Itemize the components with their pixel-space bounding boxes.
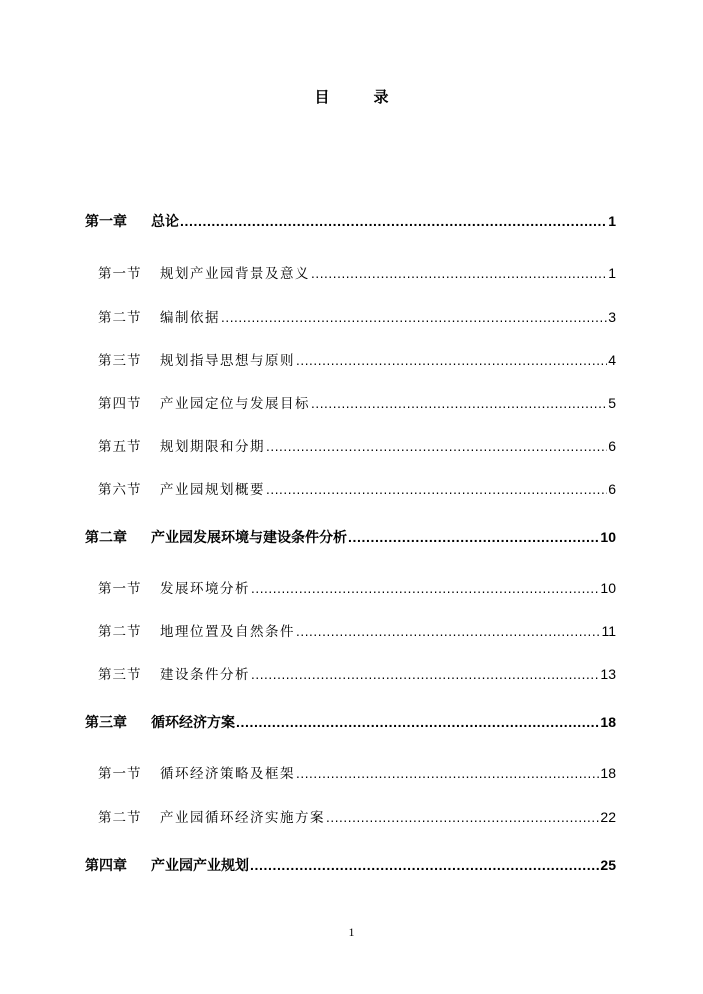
toc-entry-page: 4: [608, 352, 616, 368]
toc-entry-page: 6: [608, 438, 616, 454]
toc-entry-page: 18: [600, 765, 616, 781]
toc-entry-number: 第一章: [85, 214, 127, 230]
toc-entry-label: [98, 663, 250, 683]
toc-entry-number: 第二节: [98, 810, 142, 826]
toc-entry-chapter[interactable]: [85, 712, 616, 732]
toc-entry-title: 循环经济方案: [151, 715, 235, 731]
toc-entry-number: 第五节: [98, 439, 142, 455]
toc-entry-section[interactable]: [98, 392, 616, 412]
toc-entry-title: 产业园发展环境与建设条件分析: [151, 530, 347, 546]
toc-entry-page: 1: [608, 213, 616, 229]
toc-entry-title: 规划产业园背景及意义: [160, 266, 310, 282]
toc-entry-title: 产业园规划概要: [160, 482, 265, 498]
toc-entry-chapter[interactable]: [85, 211, 616, 231]
toc-entry-label: [98, 762, 295, 782]
toc-entry-page: 5: [608, 395, 616, 411]
dot-leader: [296, 624, 600, 639]
toc-entry-page: 22: [600, 809, 616, 825]
toc-entry-page: 10: [600, 580, 616, 596]
toc-entry-title: 产业园产业规划: [151, 858, 249, 874]
dot-leader: [348, 529, 599, 545]
toc-entry-page: 25: [600, 857, 616, 873]
toc-entry-section[interactable]: [98, 577, 616, 597]
toc-entry-number: 第一节: [98, 766, 142, 782]
toc-entry-label: [85, 527, 347, 547]
toc-entry-page: 6: [608, 481, 616, 497]
toc-entry-number: 第二节: [98, 624, 142, 640]
toc-entry-page: 3: [608, 309, 616, 325]
toc-entry-number: 第四节: [98, 396, 142, 412]
toc-entry-chapter[interactable]: [85, 527, 616, 547]
dot-leader: [326, 810, 599, 825]
toc-entry-label: [98, 306, 220, 326]
toc-entry-label: [98, 806, 325, 826]
dot-leader: [266, 439, 607, 454]
toc-entry-page: 1: [608, 265, 616, 281]
toc-entry-label: [98, 478, 265, 498]
toc-entry-label: [85, 855, 249, 875]
toc-entry-title: 规划期限和分期: [160, 439, 265, 455]
toc-entry-title: 循环经济策略及框架: [160, 766, 295, 782]
toc-entry-page: 10: [600, 529, 616, 545]
dot-leader: [296, 766, 599, 781]
toc-entry-page: 13: [600, 666, 616, 682]
dot-leader: [180, 213, 607, 229]
toc-entry-section[interactable]: [98, 306, 616, 326]
dot-leader: [311, 396, 607, 411]
toc-entry-title: 发展环境分析: [160, 581, 250, 597]
toc-entry-title: 产业园循环经济实施方案: [160, 810, 325, 826]
dot-leader: [296, 353, 607, 368]
toc-entry-section[interactable]: [98, 663, 616, 683]
toc-entry-label: [98, 262, 310, 282]
dot-leader: [266, 482, 607, 497]
toc-entry-label: [98, 577, 250, 597]
toc-entry-label: [85, 211, 179, 231]
toc-entry-section[interactable]: [98, 620, 616, 640]
dot-leader: [236, 714, 599, 730]
toc-entry-number: 第三章: [85, 715, 127, 731]
toc-entry-label: [98, 392, 310, 412]
toc-entry-number: 第三节: [98, 667, 142, 683]
toc-entry-section[interactable]: [98, 478, 616, 498]
toc-entry-section[interactable]: [98, 262, 616, 282]
toc-entry-number: 第二节: [98, 310, 142, 326]
dot-leader: [251, 667, 599, 682]
toc-entry-title: 总论: [151, 214, 179, 230]
page-number: 1: [348, 925, 355, 939]
toc-entry-page: 11: [601, 623, 616, 639]
toc-entry-title: 地理位置及自然条件: [160, 624, 295, 640]
toc-entry-title: 编制依据: [160, 310, 220, 326]
toc-entry-title: 建设条件分析: [160, 667, 250, 683]
toc-entry-label: [98, 349, 295, 369]
toc-entry-number: 第二章: [85, 530, 127, 546]
toc-entry-section[interactable]: [98, 762, 616, 782]
toc-entry-label: [98, 620, 295, 640]
dot-leader: [250, 857, 599, 873]
dot-leader: [311, 266, 607, 281]
toc-entry-section[interactable]: [98, 435, 616, 455]
toc-entry-number: 第一节: [98, 266, 142, 282]
toc-entry-number: 第一节: [98, 581, 142, 597]
toc-entry-label: [98, 435, 265, 455]
dot-leader: [251, 581, 599, 596]
toc-entry-page: 18: [600, 714, 616, 730]
toc-entry-number: 第六节: [98, 482, 142, 498]
toc-entry-number: 第三节: [98, 353, 142, 369]
toc-title: 目录: [314, 88, 433, 106]
toc-entry-title: 产业园定位与发展目标: [160, 396, 310, 412]
toc-entry-label: [85, 712, 235, 732]
toc-entry-title: 规划指导思想与原则: [160, 353, 295, 369]
toc-entry-section[interactable]: [98, 349, 616, 369]
dot-leader: [221, 310, 607, 325]
toc-entry-number: 第四章: [85, 858, 127, 874]
toc-entry-section[interactable]: [98, 806, 616, 826]
toc-entry-chapter[interactable]: [85, 855, 616, 875]
